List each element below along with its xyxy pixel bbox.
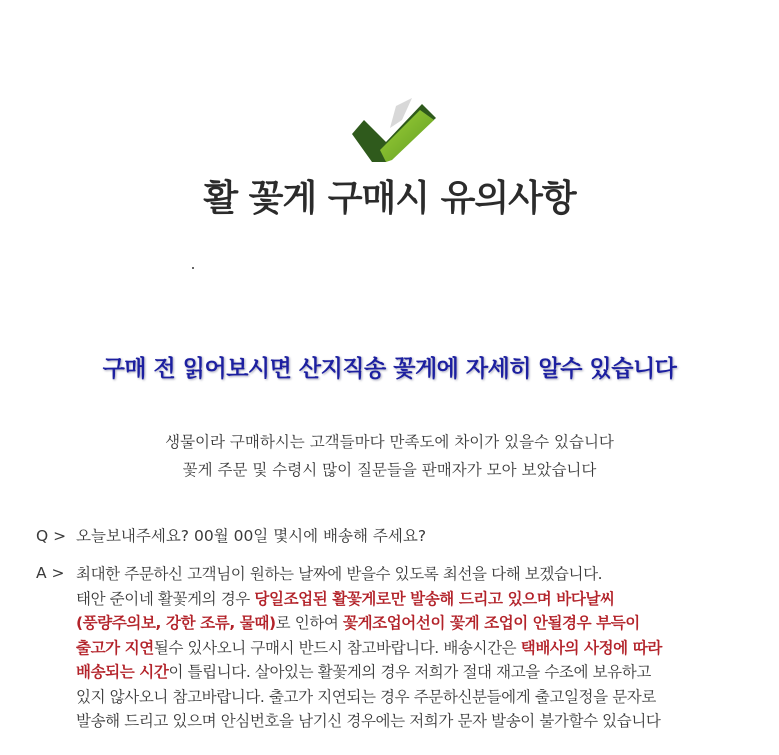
intro-line: 생물이라 구매하시는 고객들마다 만족도에 차이가 있을수 있습니다: [165, 433, 614, 451]
answer-segment: 발송해 드리고 있으며 안심번호을 남기신 경우에는 저희가 문자 발송이 불가할수 있습니다: [76, 712, 661, 730]
answer-mark-label: A >: [36, 564, 65, 582]
question-mark-label: Q >: [36, 527, 67, 545]
highlight-text: (풍량주의보, 강한 조류, 물때): [76, 614, 276, 632]
highlight-text: 꽃게조업어선이 꽃게 조업이 안될경우 부득이: [343, 614, 640, 632]
answer-segment: 이 틀립니다. 살아있는 활꽃게의 경우 저희가 절대 재고을 수조에 보유하고: [168, 663, 651, 681]
highlight-text: 출고가 지연: [76, 638, 154, 657]
answer-segment: 로 인하여: [275, 614, 343, 632]
checkmark-logo-icon: [350, 98, 436, 164]
intro-line: 꽃게 주문 및 수령시 많이 질문들을 판매자가 모아 보았습니다: [182, 461, 597, 479]
question-row: [36, 524, 426, 546]
answer-segment: 있지 않사오니 참고바랍니다. 출고가 지연되는 경우 주문하신분들에게 출고일정을 문자로: [76, 687, 656, 706]
answer-line: [76, 587, 736, 612]
answer-line: [76, 709, 736, 734]
answer-line: [76, 660, 736, 685]
answer-line: [76, 562, 736, 587]
highlight-text: 배송되는 시간: [76, 663, 169, 681]
answer-line: [76, 611, 736, 636]
answer-segment: 태안 준이네 활꽃게의 경우: [76, 589, 255, 608]
answer-line: [76, 636, 736, 661]
stray-dot: [192, 267, 194, 269]
highlight-text: 당일조업된 활꽃게로만 발송해 드리고 있으며 바다날씨: [254, 589, 615, 608]
highlight-text: 택배사의 사정에 따라: [520, 638, 662, 657]
answer-segment: 될수 있사오니 구매시 반드시 참고바랍니다. 배송시간은: [153, 638, 521, 657]
answer-line: [76, 685, 736, 710]
answer-text: [76, 562, 736, 734]
answer-segment: 최대한 주문하신 고객님이 원하는 날짜에 받을수 있도록 최선을 다해 보겠습니다.: [76, 565, 603, 583]
page-title: 활 꽃게 구매시 유의사항: [203, 178, 576, 219]
subtitle-banner: 구매 전 읽어보시면 산지직송 꽃게에 자세히 알수 있습니다: [102, 356, 677, 382]
question-text: 오늘보내주세요? 00월 00일 몇시에 배송해 주세요?: [76, 527, 427, 545]
intro-text: [0, 428, 779, 484]
